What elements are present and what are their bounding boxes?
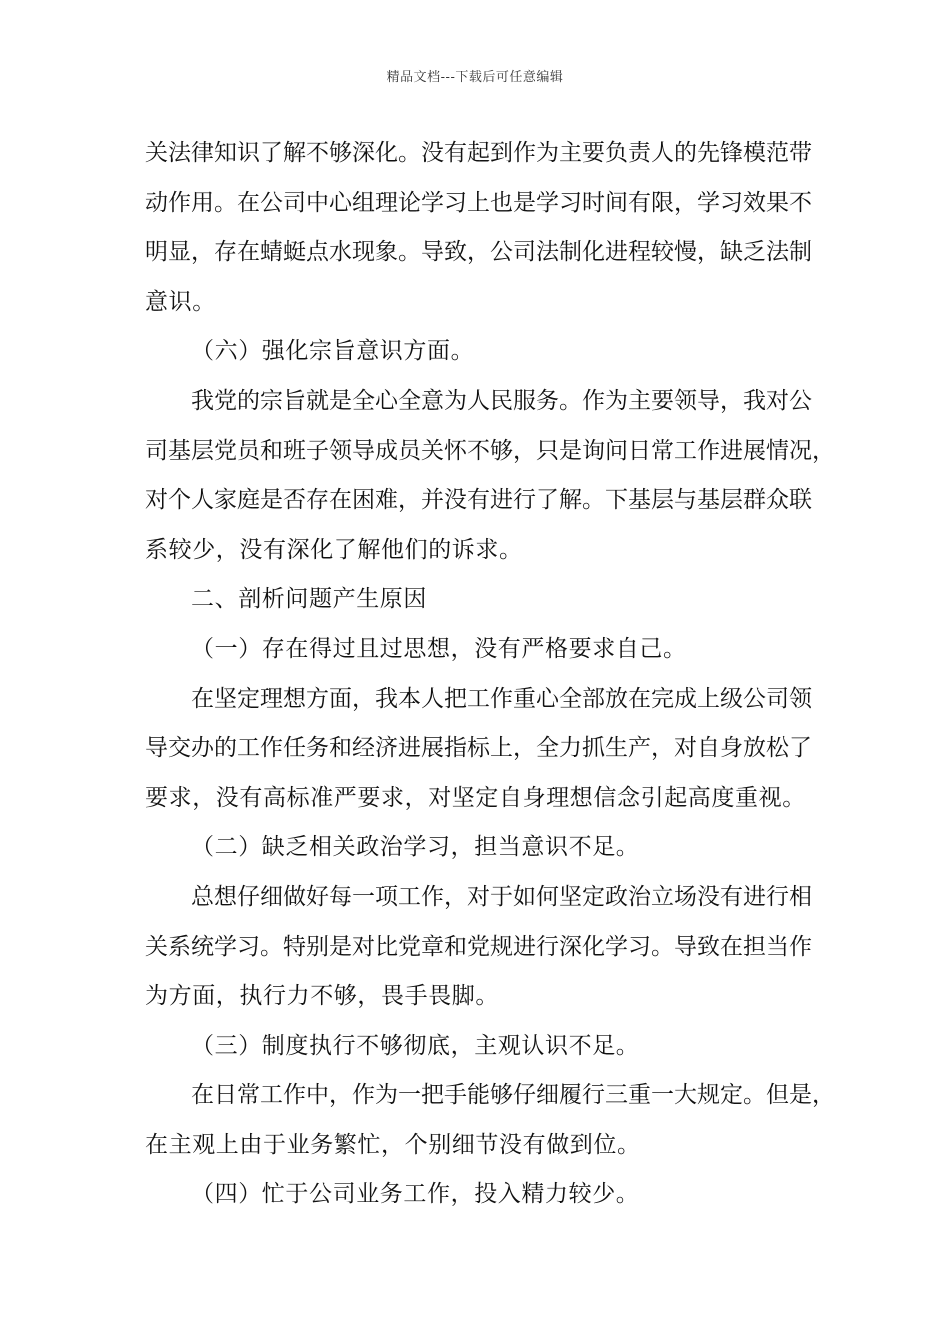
- text-line: 动作用。在公司中心组理论学习上也是学习时间有限，学习效果不: [145, 189, 812, 216]
- text-line: 在坚定理想方面，我本人把工作重心全部放在完成上级公司领: [191, 685, 812, 712]
- text-line: 关法律知识了解不够深化。没有起到作为主要负责人的先锋模范带: [145, 140, 812, 166]
- section-heading: （三）制度执行不够彻底，主观认识不足。: [191, 1032, 640, 1059]
- text-line: 我党的宗旨就是全心全意为人民服务。作为主要领导，我对公: [191, 387, 812, 414]
- text-line: 在日常工作中，作为一把手能够仔细履行三重一大规定。但是，: [191, 1082, 835, 1109]
- text-line: 明显，存在蜻蜓点水现象。导致，公司法制化进程较慢，缺乏法制: [145, 239, 812, 266]
- text-line: 意识。: [145, 288, 216, 315]
- text-line: 在主观上由于业务繁忙，个别细节没有做到位。: [145, 1131, 641, 1158]
- text-line: 系较少，没有深化了解他们的诉求。: [145, 536, 523, 563]
- document-body: [145, 129, 835, 1220]
- section-heading: （四）忙于公司业务工作，投入精力较少。: [191, 1181, 640, 1208]
- section-heading: （二）缺乏相关政治学习，担当意识不足。: [191, 834, 640, 861]
- text-line: 要求，没有高标准严要求，对坚定自身理想信念引起高度重视。: [145, 784, 806, 811]
- text-line: 导交办的工作任务和经济进展指标上，全力抓生产，对自身放松了: [145, 735, 812, 762]
- text-line: 司基层党员和班子领导成员关怀不够，只是询问日常工作进展情况，: [145, 437, 835, 464]
- text-line: 总想仔细做好每一项工作，对于如何坚定政治立场没有进行相: [191, 883, 812, 910]
- text-line: 对个人家庭是否存在困难，并没有进行了解。下基层与基层群众联: [145, 487, 812, 514]
- section-heading: （六）强化宗旨意识方面。: [191, 338, 475, 365]
- text-line: 为方面，执行力不够，畏手畏脚。: [145, 983, 499, 1010]
- page-header: 精品文档---下载后可任意编辑: [386, 70, 564, 85]
- section-heading: 二、剖析问题产生原因: [191, 586, 427, 613]
- section-heading: （一）存在得过且过思想，没有严格要求自己。: [191, 635, 687, 662]
- text-line: 关系统学习。特别是对比党章和党规进行深化学习。导致在担当作: [145, 933, 812, 960]
